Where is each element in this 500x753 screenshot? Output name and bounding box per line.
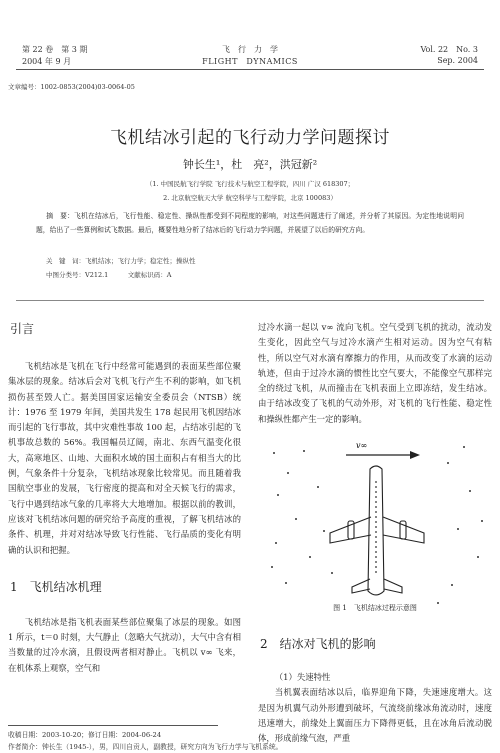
journal-date: 2004 年 9 月 <box>22 57 72 66</box>
subsection-1-heading: （1）失速特性 <box>274 672 331 683</box>
classification: 中图分类号：V212.1 文献标识码：A <box>46 271 172 279</box>
continued-paragraph: 过冷水滴一起以 v∞ 流向飞机。空气受到飞机的扰动，流动发生变化，因此空气与过冷水滴产生相对运动。因为空气有粘性，所以空气对水滴有摩擦力的作用，从而改变了水滴的运动轨迹，但由于过冷水滴的惯性比空气要大，不能像空气那样完全的绕过飞机，从而撞击在飞机表面上立即冻结，发生结冰。由于结冰改变了飞机的气动外形，对飞机的飞行性能、稳定性和操纵性都产生一定的影响。 <box>258 322 492 424</box>
figure-1-caption: 图 1 飞机结冰过程示意图 <box>333 604 417 613</box>
intro-paragraph: 飞机结冰是飞机在飞行中经常可能遇到的表面某些部位聚集冰层的现象。结冰后会对飞机飞行产生不利的影响，如飞机损伤甚至毁人亡。据美国国家运输安全委员会（NTSB）统计：1976 至 1979 年间，美国共发生 178 起民用飞机因结冰而引起的飞行事故，其中灾难性事故 100 起，占结冰引起的飞机事故总数的 56%。我国幅员辽阔，南北、东西气温变化很大，高寒地区、山地、大面积水域的国土面积占有相当大的比例，气象条件十分复杂，飞机结冰现象比较常见。而且随着我国航空事业的发展，飞行密度的提高和对全天候飞行的需求，飞行中遇到结冰气象的几率将大大地增加。根据以前的教训，应该对飞机结冰问题的研究给予高度的重视，了解飞机结冰的条件、机理，并对对结冰导致飞行性能、飞行品质的变化有明确的认识和把握。 <box>8 361 241 555</box>
left-column <box>8 320 241 676</box>
intro-heading: 引言 <box>10 322 35 336</box>
section-2-heading: 2 结冰对飞机的影响 <box>260 637 376 652</box>
velocity-label: v∞ <box>356 441 368 451</box>
abstract-rule <box>16 300 484 301</box>
article-number: 文章编号：1002-0853(2004)03-0064-05 <box>8 83 135 91</box>
aircraft-icing-diagram <box>258 433 492 609</box>
paper-title: 飞机结冰引起的飞行动力学问题探讨 <box>110 128 390 148</box>
journal-title-en: FLIGHT DYNAMICS <box>202 57 298 66</box>
author-bio: 作者简介：钟长生（1945-），男，四川自贡人，副教授，研究方向为飞行力学与飞机系统。 <box>8 743 283 751</box>
journal-title-cn: 飞 行 力 学 <box>222 45 278 54</box>
droplets <box>271 446 483 604</box>
affiliation-1: （1. 中国民航飞行学院 飞行技术与航空工程学院，四川 广汉 618307； <box>145 180 355 188</box>
section-1-heading: 1 飞机结冰机理 <box>10 579 102 594</box>
header-rule <box>16 69 484 70</box>
subsection-1-paragraph: 当机翼表面结冰以后，临界迎角下降，失速速度增大。这是因为机翼气动外形遭到破坏，气流绕前缘冰角流动时，速度迅速增大，前缘处上翼面压力下降得更低，且在冰角后流动脱体，形成前缘气泡，严重 <box>258 687 492 744</box>
received-date: 收稿日期：2003-10-20；修订日期：2004-06-24 <box>8 731 162 739</box>
journal-volume-en: Vol. 22 No. 3 <box>420 45 478 54</box>
authors: 钟长生¹，杜 亮²，洪冠新² <box>182 158 318 171</box>
figure-1 <box>258 433 492 619</box>
keywords: 关 键 词：飞机结冰；飞行力学；稳定性；操纵性 <box>46 257 196 265</box>
journal-volume-issue: 第 22 卷 第 3 期 <box>22 45 88 54</box>
section-1-paragraph: 飞机结冰是指飞机表面某些部位聚集了冰层的现象。如图 1 所示，t＝0 时刻，大气静止（忽略大气扰动），大气中含有相当数量的过冷水滴，且假设两者相对静止。飞机以 v∞ 飞来，在机体系上观察，空气和 <box>8 616 241 673</box>
footnote-rule <box>8 725 218 726</box>
journal-date-en: Sep. 2004 <box>437 56 478 65</box>
right-column <box>258 320 492 747</box>
abstract: 摘 要：飞机在结冰后，飞行性能、稳定性、操纵性都受到不同程度的影响，对这些问题进行了阐述，并分析了其原因。为定性地说明问题，给出了一些算例和试飞数据。最后，概要性地分析了结冰后的飞行动力学问题，并展望了以后的研究方向。 <box>36 212 464 235</box>
aircraft-icon <box>330 466 424 595</box>
affiliation-2: 2. 北京航空航天大学 航空科学与工程学院，北京 100083） <box>163 194 337 202</box>
